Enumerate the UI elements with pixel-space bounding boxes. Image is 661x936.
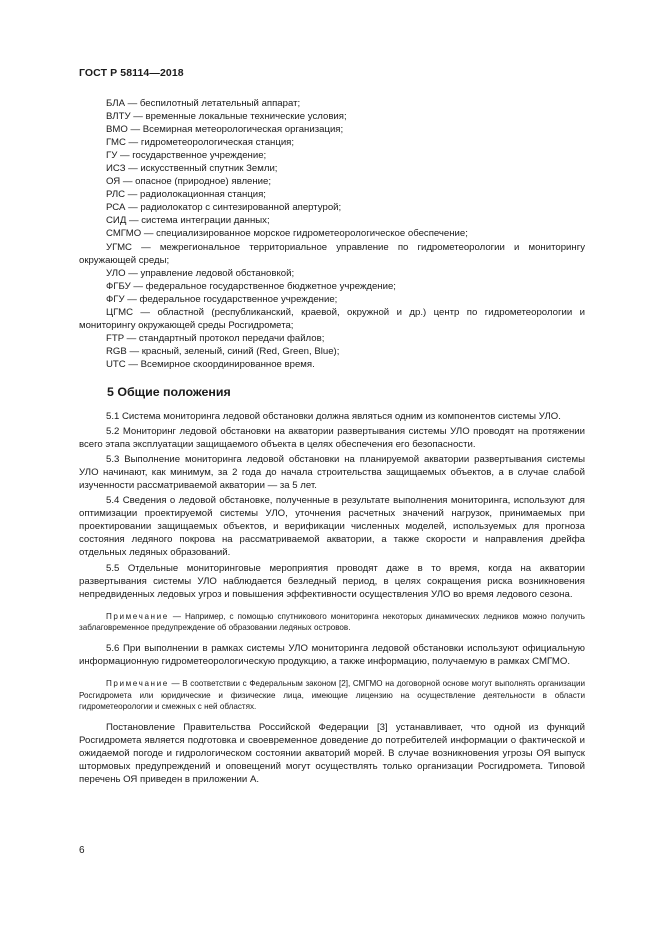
abbreviation-item: ФГУ — федеральное государственное учреждение; (106, 293, 338, 305)
abbreviation-item: UTC — Всемирное скоординированное время. (106, 358, 315, 370)
paragraph-final: Постановление Правительства Российской Федерации [3] устанавливает, что одной из функций Росгидромета является подготовка и своевременное доведение до потребителей информации о фактической и ожидаемой погоде и гидрологическом состоянии акваторий морей. В случае возникновения угрозы ОЯ выпуск штормовых предупреждений и оповещений могут осуществлять только организации Росгидромета. Типовой перечень ОЯ приведен в приложении А. (79, 721, 585, 785)
abbreviations-list (79, 97, 585, 371)
abbreviation-item: ВЛТУ — временные локальные технические условия; (106, 111, 347, 123)
paragraph-5-5: 5.5 Отдельные мониторинговые мероприятия проводят даже в то время, когда на акватории развертывания системы УЛО наблюдается безледный период, в целях сокращения риска возникновения непредвиденных ледовых угроз и повышения эффективности осуществления УЛО во время ледового сезона. (79, 562, 585, 600)
abbreviation-item: RGB — красный, зеленый, синий (Red, Green, Blue); (106, 345, 340, 357)
abbreviation-item: РСА — радиолокатор с синтезированной апертурой; (106, 202, 342, 214)
paragraph-5-4: 5.4 Сведения о ледовой обстановке, полученные в результате выполнения мониторинга, используют для оптимизации проектируемой системы УЛО, уточнения расчетных значений нагрузок, принимаемых при проектировании защищаемых объектов, и верификации численных моделей, используемых для прогноза состояния ледяного покрова на рассматриваемой акватории, а также скорости и направления дрейфа отдельных ледяных образований. (79, 495, 585, 559)
abbreviation-item: ГУ — государственное учреждение; (106, 150, 267, 162)
abbreviation-item: ОЯ — опасное (природное) явление; (106, 176, 272, 188)
abbreviation-item: УЛО — управление ледовой обстановкой; (106, 267, 295, 279)
document-header: ГОСТ Р 58114—2018 (79, 67, 184, 79)
note-2 (79, 678, 585, 713)
abbreviation-item: ФГБУ — федеральное государственное бюджетное учреждение; (106, 280, 396, 292)
abbreviation-item: СИД — система интеграции данных; (106, 215, 270, 227)
abbreviation-item: СМГМО — специализированное морское гидрометеорологическое обеспечение; (106, 228, 468, 240)
abbreviation-item: ВМО — Всемирная метеорологическая организация; (106, 124, 344, 136)
note-1 (79, 611, 585, 634)
paragraph-5-2: 5.2 Мониторинг ледовой обстановки на акватории развертывания системы УЛО проводят на протяжении всего этапа эксплуатации защищаемого объекта в целях обеспечения его безопасности. (79, 426, 585, 451)
page-number: 6 (79, 845, 85, 856)
abbreviation-item: РЛС — радиолокационная станция; (106, 189, 266, 201)
abbreviation-item: FTP — стандартный протокол передачи файлов; (106, 332, 325, 344)
abbreviation-item: ГМС — гидрометеорологическая станция; (106, 137, 295, 149)
abbreviation-item: УГМС — межрегиональное территориальное управление по гидрометеорологии и мониторингу окружающей среды; (79, 241, 585, 266)
paragraph-5-1: 5.1 Система мониторинга ледовой обстановки должна являться одним из компонентов системы УЛО. (106, 411, 561, 422)
abbreviation-item: ЦГМС — областной (республиканский, краевой, окружной и др.) центр по гидрометеорологии и мониторингу окружающей среды Росгидромета; (79, 306, 585, 331)
section-title: 5 Общие положения (107, 385, 231, 399)
paragraph-5-6: 5.6 При выполнении в рамках системы УЛО мониторинга ледовой обстановки используют официальную информационную гидрометеорологическую продукцию, а также информацию, получаемую в рамках СМГМО. (79, 642, 585, 667)
paragraph-5-3: 5.3 Выполнение мониторинга ледовой обстановки на планируемой акватории развертывания системы УЛО начинают, как минимум, за 2 года до начала строительства защищаемых объектов, а в случае слабой изученности рассматриваемой акватории — за 5 лет. (79, 454, 585, 492)
note-label: Примечание (106, 678, 169, 688)
note-text: — Например, с помощью спутникового мониторинга некоторых динамических ледников можно получить заблаговременное предупреждение об образовании ледяных островов. (79, 611, 585, 633)
abbreviation-item: ИСЗ — искусственный спутник Земли; (106, 163, 278, 175)
abbreviation-item: БЛА — беспилотный летательный аппарат; (106, 98, 301, 109)
note-label: Примечание (106, 611, 169, 621)
note-text: — В соответствии с Федеральным законом [2], СМГМО на договорной основе могут выполнять организации Росгидромета или юридические и физические лица, имеющие лицензию на осуществление деятельности в области гидрометеорологии и смежных с ней областях. (79, 678, 585, 712)
section-body (79, 410, 585, 788)
